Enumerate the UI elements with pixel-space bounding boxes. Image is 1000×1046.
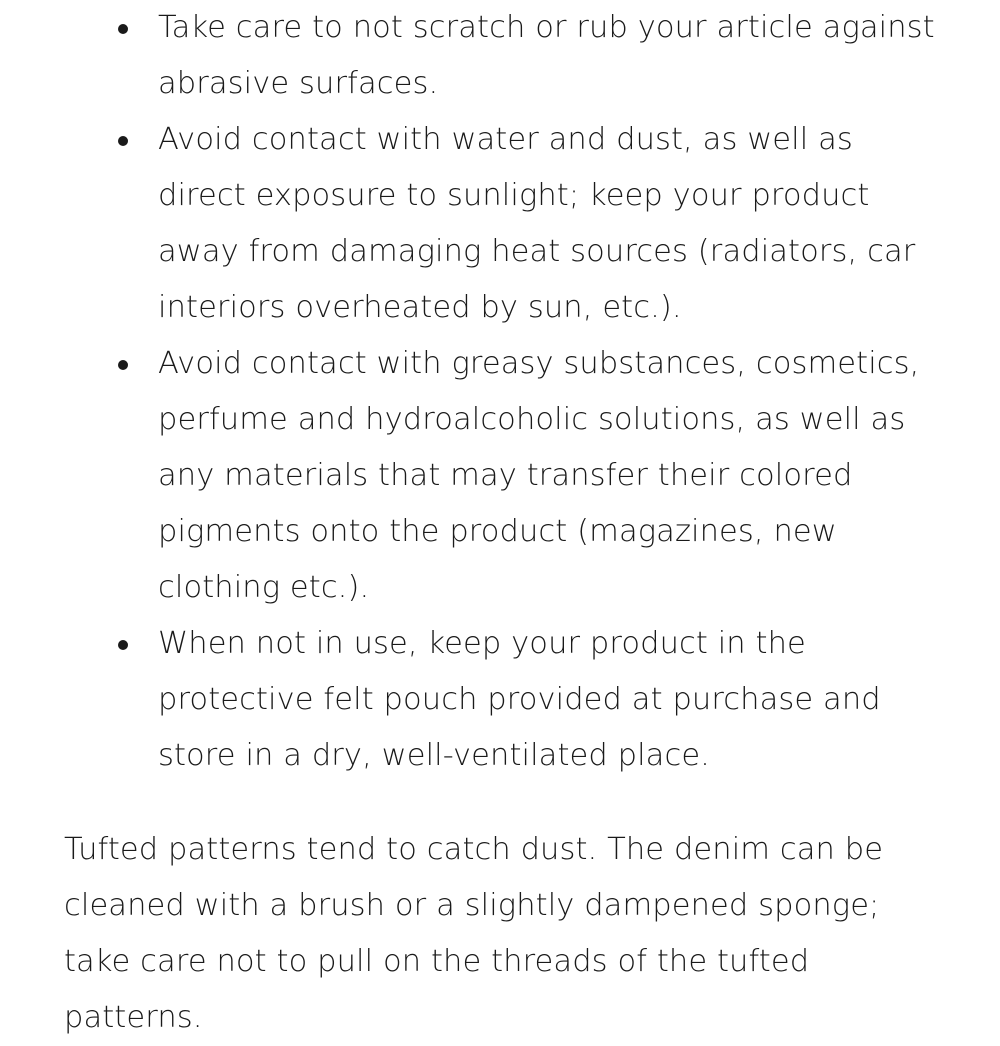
list-item-text: Avoid contact with greasy substances, cosmetics, perfume and hydroalcoholic solutions, as well as any materials that may transfer their colored pigments onto the product (magazines, new clothing etc.). bbox=[158, 346, 920, 605]
bullet-icon bbox=[118, 640, 128, 650]
bullet-icon bbox=[118, 24, 128, 34]
list-item-text: Avoid contact with water and dust, as well as direct exposure to sunlight; keep your product away from damaging heat sources (radiators, car interiors overheated by sun, etc.). bbox=[158, 122, 916, 325]
list-item-text: When not in use, keep your product in the protective felt pouch provided at purchase and store in a dry, well-ventilated place. bbox=[158, 626, 881, 773]
list-item bbox=[158, 0, 944, 112]
list-item-text: Take care to not scratch or rub your article against abrasive surfaces. bbox=[158, 10, 935, 101]
list-item bbox=[158, 336, 944, 616]
list-item bbox=[158, 616, 944, 784]
care-instructions-list bbox=[64, 0, 944, 784]
list-item bbox=[158, 112, 944, 336]
cleaning-note: Tufted patterns tend to catch dust. The denim can be cleaned with a brush or a slightly dampened sponge; take care not to pull on the threads of the tufted patterns. bbox=[64, 832, 884, 1035]
bullet-icon bbox=[118, 136, 128, 146]
bullet-icon bbox=[118, 360, 128, 370]
